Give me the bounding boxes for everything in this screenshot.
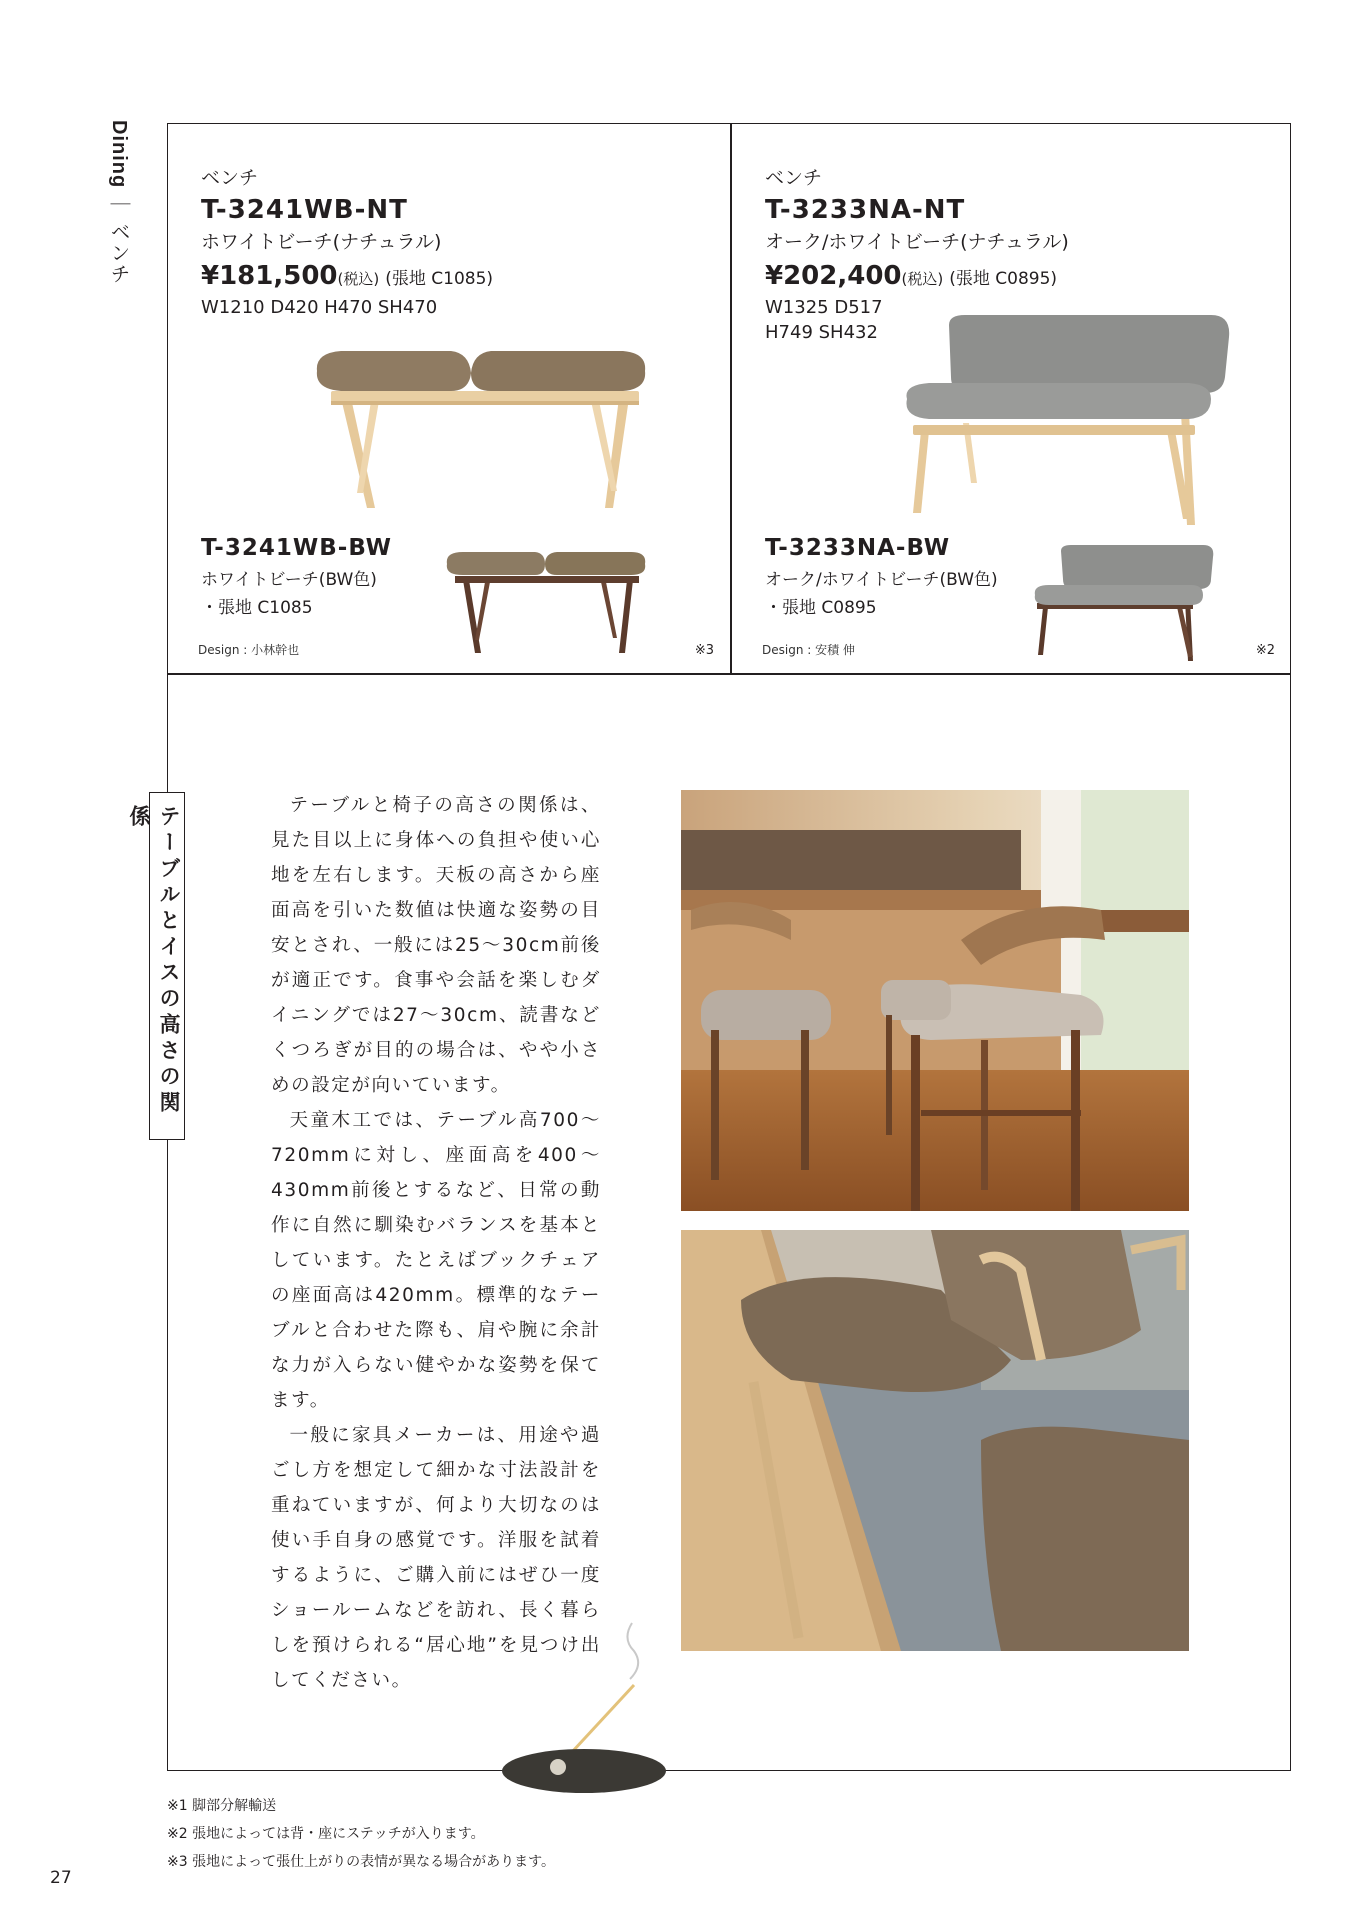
footnote-2: ※2 張地によっては背・座にステッチが入ります。 xyxy=(167,1826,485,1842)
sofa-bench-natural-illustration xyxy=(899,313,1239,533)
variant-fabric: ・張地 C1085 xyxy=(201,598,313,618)
product-card-1 xyxy=(167,123,730,674)
variant-color: ホワイトビーチ(BW色) xyxy=(201,570,377,590)
product-fabric: (張地 C0895) xyxy=(949,269,1058,289)
product-note-mark: ※2 xyxy=(1255,643,1275,658)
variant-model: T-3233NA-BW xyxy=(765,535,951,561)
side-section-tab xyxy=(104,120,134,310)
product-category: ベンチ xyxy=(765,167,823,189)
product-price: ¥181,500 xyxy=(201,261,338,291)
product-tax: (税込) xyxy=(337,270,380,288)
footnote-3: ※3 張地によって張仕上がりの表情が異なる場合があります。 xyxy=(167,1854,555,1870)
product-dimensions-line1: W1325 D517 xyxy=(765,297,883,318)
product-designer: Design : 安積 伸 xyxy=(762,643,855,657)
product-card-2 xyxy=(731,123,1291,674)
product-price: ¥202,400 xyxy=(765,261,902,291)
product-color: オーク/ホワイトビーチ(ナチュラル) xyxy=(765,231,1069,253)
article-paragraph-3: 一般に家具メーカーは、用途や過ごし方を想定して細かな寸法設計を重ねていますが、何より大切なのは使い手自身の感覚です。洋服を試着するように、ご購入前にはぜひ一度ショールームなどを訪れ、長く暮らしを預けられる“居心地”を見つけ出してください。 xyxy=(271,1425,601,1691)
product-category: ベンチ xyxy=(201,167,259,189)
incense-decoration xyxy=(500,1615,670,1795)
article-title: テーブルとイスの高さの関係 xyxy=(149,792,185,1140)
product-color: ホワイトビーチ(ナチュラル) xyxy=(201,231,442,253)
product-model: T-3241WB-NT xyxy=(201,195,408,225)
product-note-mark: ※3 xyxy=(694,643,714,658)
bench-brown-illustration xyxy=(441,548,651,658)
product-dimensions xyxy=(765,295,883,345)
product-price-line xyxy=(201,261,493,291)
product-tax: (税込) xyxy=(901,270,944,288)
article-body xyxy=(271,788,601,1698)
footnotes xyxy=(167,1792,555,1876)
dining-chairs-photo xyxy=(681,790,1189,1211)
section-label-jp: ベンチ xyxy=(107,221,131,285)
product-model: T-3233NA-NT xyxy=(765,195,966,225)
section-label-en: Dining xyxy=(108,120,130,189)
product-price-line xyxy=(765,261,1057,291)
article-paragraph-2: 天童木工では、テーブル高700〜720mmに対し、座面高を400〜430mm前後とするなど、日常の動作に自然に馴染むバランスを基本としています。たとえばブックチェアの座面高は420mm。標準的なテーブルと合わせた際も、肩や腕に余計な力が入らない健やかな姿勢を保てます。 xyxy=(271,1110,601,1411)
sofa-bench-brown-illustration xyxy=(1031,543,1216,663)
variant-fabric: ・張地 C0895 xyxy=(765,598,877,618)
product-designer: Design : 小林幹也 xyxy=(198,643,300,657)
armchair-closeup-photo xyxy=(681,1230,1189,1651)
product-fabric: (張地 C1085) xyxy=(385,269,494,289)
page-number: 27 xyxy=(50,1868,72,1888)
variant-color: オーク/ホワイトビーチ(BW色) xyxy=(765,570,998,590)
product-dimensions: W1210 D420 H470 SH470 xyxy=(201,297,438,318)
section-separator: ｜ xyxy=(107,194,131,216)
footnote-1: ※1 脚部分解輸送 xyxy=(167,1798,277,1814)
bench-natural-illustration xyxy=(301,343,661,513)
article-paragraph-1: テーブルと椅子の高さの関係は、見た目以上に身体への負担や使い心地を左右します。天板の高さから座面高を引いた数値は快適な姿勢の目安とされ、一般には25〜30cm前後が適正です。食事や会話を楽しむダイニングでは27〜30cm、読書などくつろぎが目的の場合は、やや小さめの設定が向いています。 xyxy=(271,795,601,1096)
variant-model: T-3241WB-BW xyxy=(201,535,392,561)
product-dimensions-line2: H749 SH432 xyxy=(765,322,878,343)
